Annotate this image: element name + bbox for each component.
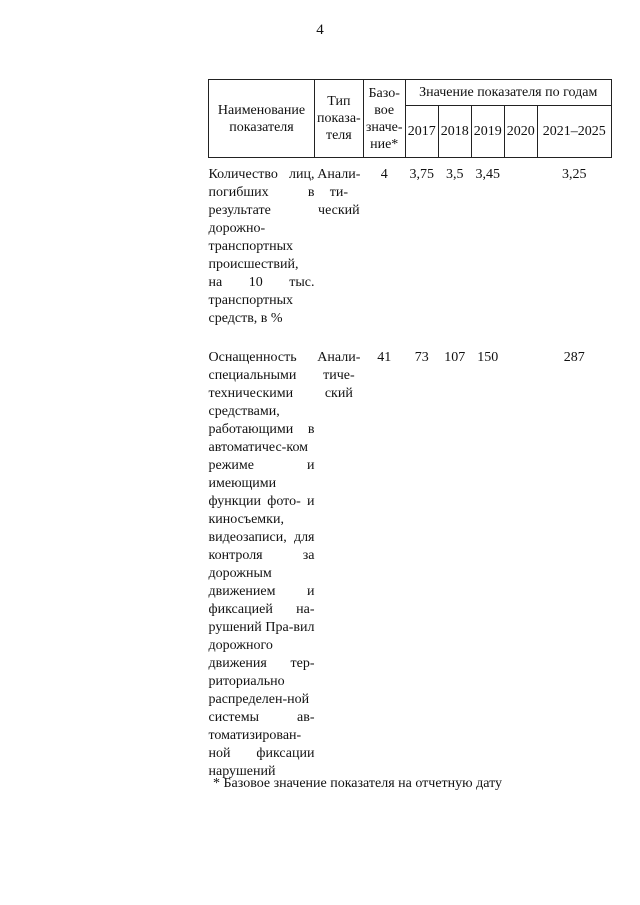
value-2019: 3,45 (475, 167, 500, 182)
page-number: 4 (316, 22, 324, 38)
indicator-type: Анали-тиче-ский (317, 350, 361, 401)
indicator-name: Оснащенность специальными техническими средствами, работающими в автоматичес-ком режиме и имеющими функции фото- и киносъемки, видеозаписи, для контроля за дорожным движением и фиксацией на-рушений Пра-вил дорожного движения тер-риториально распределен-ной системы ав-томатизирован-ной фиксации нарушений (208, 350, 315, 779)
value-2019: 150 (477, 350, 499, 365)
footnote: * Базовое значение показателя на отчетную дату (213, 776, 503, 791)
value-2020 (504, 328, 537, 781)
value-2018: 107 (444, 350, 466, 365)
table-row (209, 158, 612, 329)
indicators-table (208, 79, 612, 781)
value-2021-2025: 3,25 (561, 167, 587, 182)
header-year-2019: 2019 (471, 106, 504, 158)
value-2017: 73 (414, 350, 429, 365)
header-indicator-name: Наименование показателя (209, 80, 315, 158)
header-year-2020: 2020 (504, 106, 537, 158)
indicator-name: Количество лиц, погибших в результате дорожно-транспортных происшествий, на 10 тыс. транспортных средств, в % (208, 167, 315, 326)
indicator-type: Анали-ти-ческий (317, 167, 361, 218)
header-base-value: Базо-вое значе-ние* (363, 80, 405, 158)
value-2018: 3,5 (445, 167, 464, 182)
header-values-by-year: Значение показателя по годам (405, 80, 611, 106)
base-value: 4 (380, 167, 388, 182)
header-year-2017: 2017 (405, 106, 438, 158)
header-year-2018: 2018 (438, 106, 471, 158)
base-value: 41 (377, 350, 392, 365)
value-2021-2025: 287 (563, 350, 585, 365)
header-indicator-type: Тип показа-теля (315, 80, 364, 158)
value-2020 (504, 158, 537, 329)
header-year-2021-2025: 2021–2025 (537, 106, 611, 158)
value-2017: 3,75 (409, 167, 434, 182)
table-row (209, 328, 612, 781)
